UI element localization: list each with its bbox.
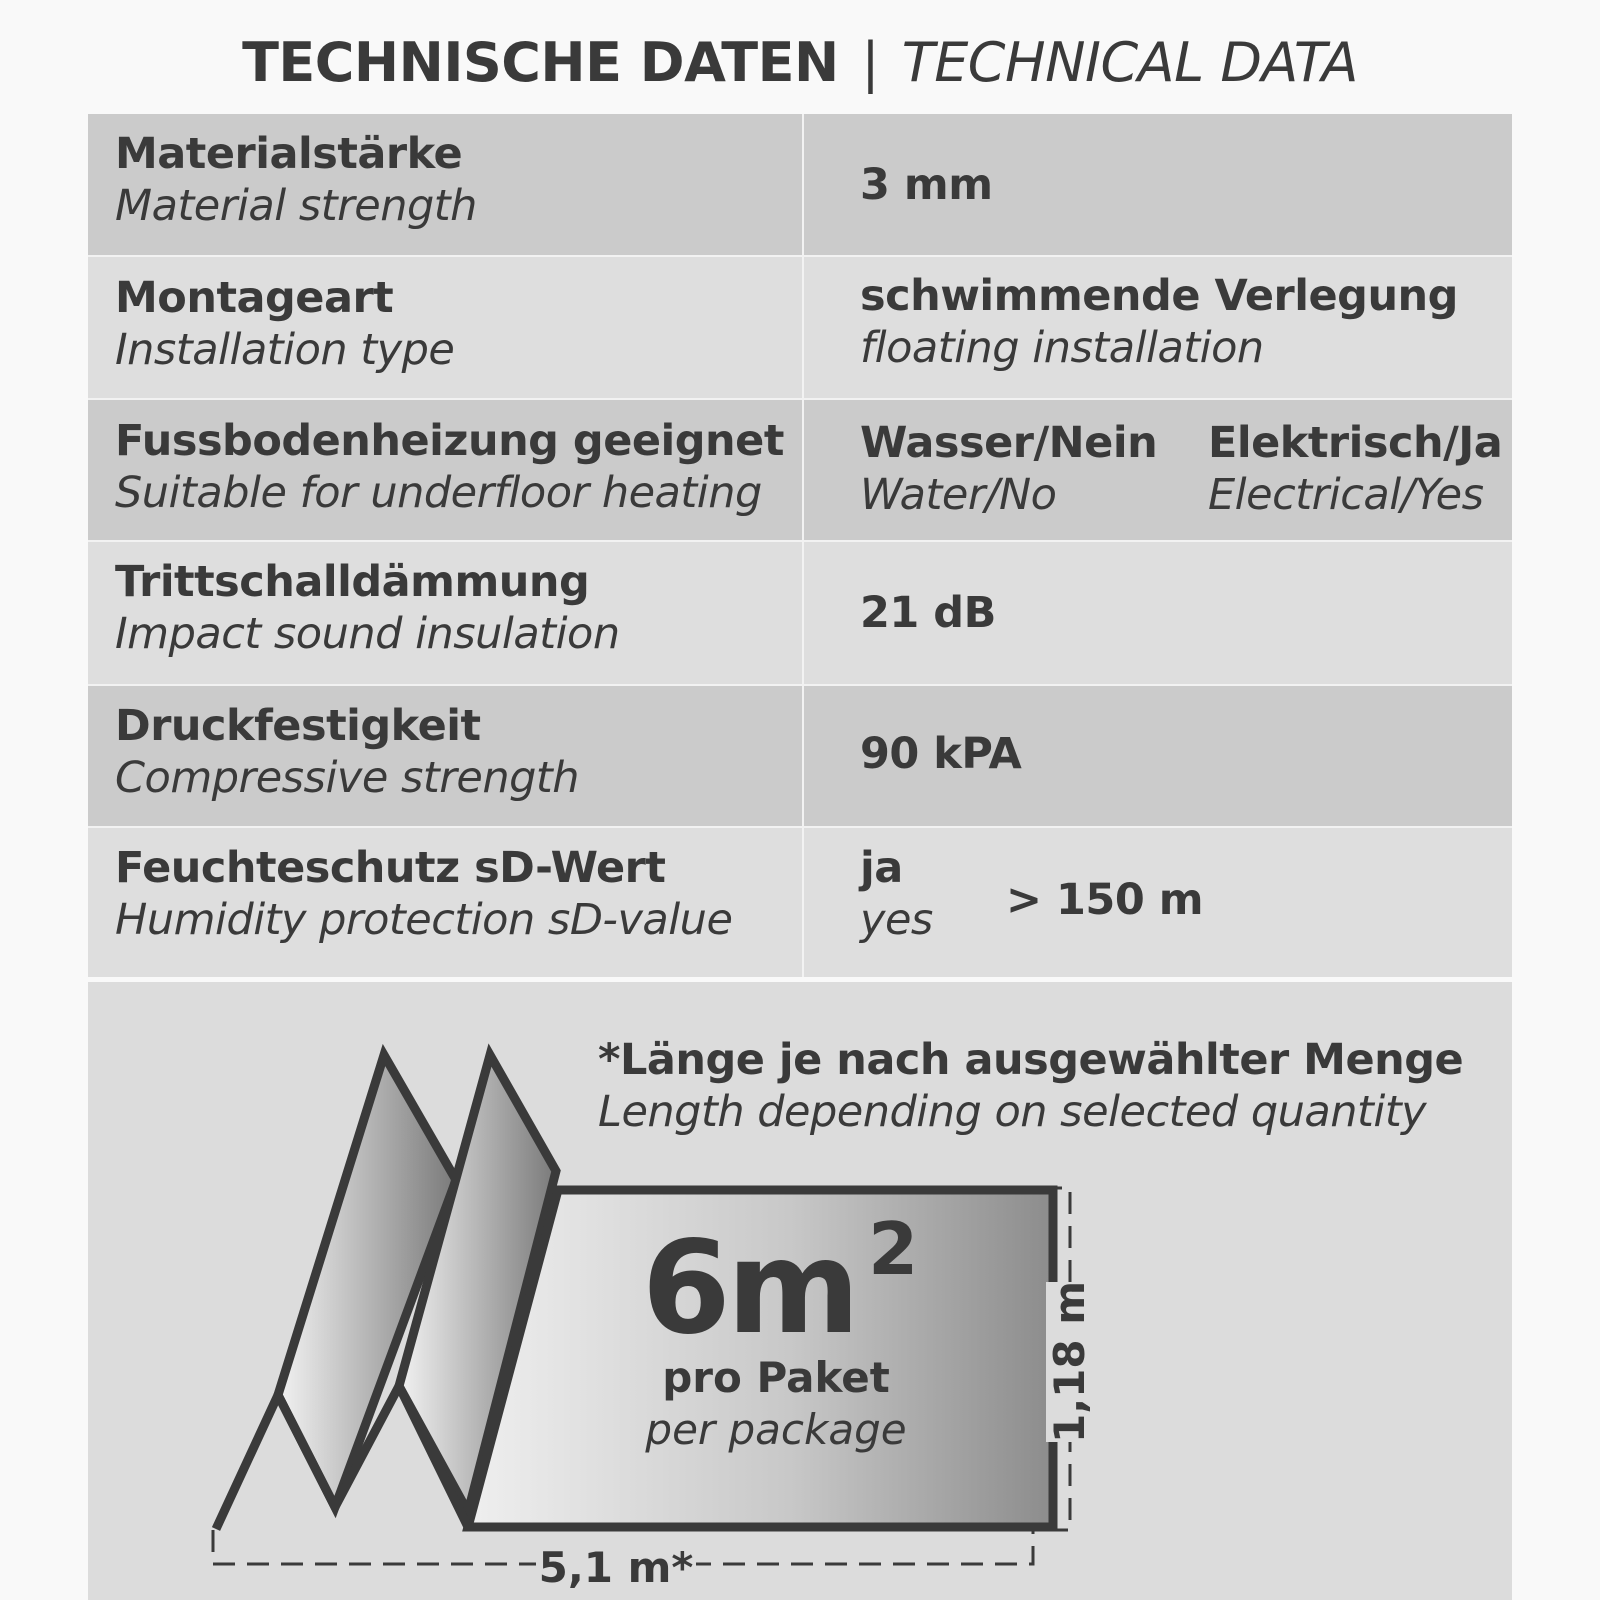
spec-label — [115, 700, 579, 804]
area-number: 6m — [641, 1214, 857, 1363]
spec-value: 21 dB — [860, 588, 996, 638]
value-en: yes — [860, 895, 933, 945]
spec-value: 3 mm — [860, 160, 993, 210]
spec-label — [115, 556, 620, 660]
spec-value-yes — [860, 842, 933, 946]
value-de: Wasser/Nein — [860, 418, 1158, 468]
value-en: Electrical/Yes — [1208, 470, 1484, 520]
value-de: ja — [860, 843, 903, 893]
spec-value: 90 kPA — [860, 729, 1022, 779]
spec-row-impact-sound — [88, 542, 1512, 686]
note-de: *Länge je nach ausgewählter Menge — [598, 1035, 1464, 1085]
title-separator: | — [861, 31, 880, 94]
spec-label — [115, 272, 454, 376]
label-de: Fussbodenheizung geeignet — [115, 416, 784, 466]
spec-value-electrical — [1208, 417, 1502, 521]
spec-value-water — [860, 417, 1157, 521]
label-en: Humidity protection sD-value — [115, 895, 733, 945]
spec-row-humidity — [88, 828, 1512, 977]
label-de: Feuchteschutz sD-Wert — [115, 843, 666, 893]
spec-table — [88, 114, 1512, 977]
spec-value — [860, 270, 1458, 374]
spec-label — [115, 842, 732, 946]
title-de: TECHNISCHE DATEN — [242, 31, 839, 94]
spec-label — [115, 415, 784, 519]
label-de: Materialstärke — [115, 129, 463, 179]
value-en: floating installation — [860, 323, 1264, 373]
value-de: schwimmende Verlegung — [860, 271, 1458, 321]
label-en: Installation type — [115, 325, 455, 375]
label-de: Druckfestigkeit — [115, 701, 481, 751]
value-de: Elektrisch/Ja — [1208, 418, 1503, 468]
spec-row-installation-type — [88, 257, 1512, 400]
label-en: Material strength — [115, 181, 477, 231]
area-superscript: 2 — [868, 1207, 915, 1291]
column-divider — [802, 686, 804, 826]
spec-label — [115, 128, 477, 232]
package-panel — [88, 982, 1512, 1600]
spec-value-sd: > 150 m — [1006, 875, 1204, 925]
label-en: Suitable for underfloor heating — [115, 468, 762, 518]
per-package-de: pro Paket — [662, 1353, 890, 1402]
width-label: 5,1 m* — [538, 1543, 694, 1592]
per-package-en: per package — [645, 1405, 907, 1454]
spec-row-material-strength — [88, 114, 1512, 257]
label-en: Impact sound insulation — [115, 609, 620, 659]
label-de: Trittschalldämmung — [115, 557, 590, 607]
column-divider — [802, 542, 804, 684]
page-title — [0, 28, 1600, 98]
spec-row-compressive-strength — [88, 686, 1512, 828]
column-divider — [802, 114, 804, 255]
column-divider — [802, 257, 804, 398]
label-de: Montageart — [115, 273, 394, 323]
height-label: 1,18 m — [1045, 1280, 1094, 1444]
value-en: Water/No — [860, 470, 1057, 520]
title-en: TECHNICAL DATA — [901, 31, 1358, 94]
column-divider — [802, 400, 804, 540]
spec-row-underfloor-heating — [88, 400, 1512, 542]
column-divider — [802, 828, 804, 977]
label-en: Compressive strength — [115, 753, 580, 803]
folded-mat-illustration — [88, 982, 1512, 1600]
note-en: Length depending on selected quantity — [598, 1087, 1427, 1137]
